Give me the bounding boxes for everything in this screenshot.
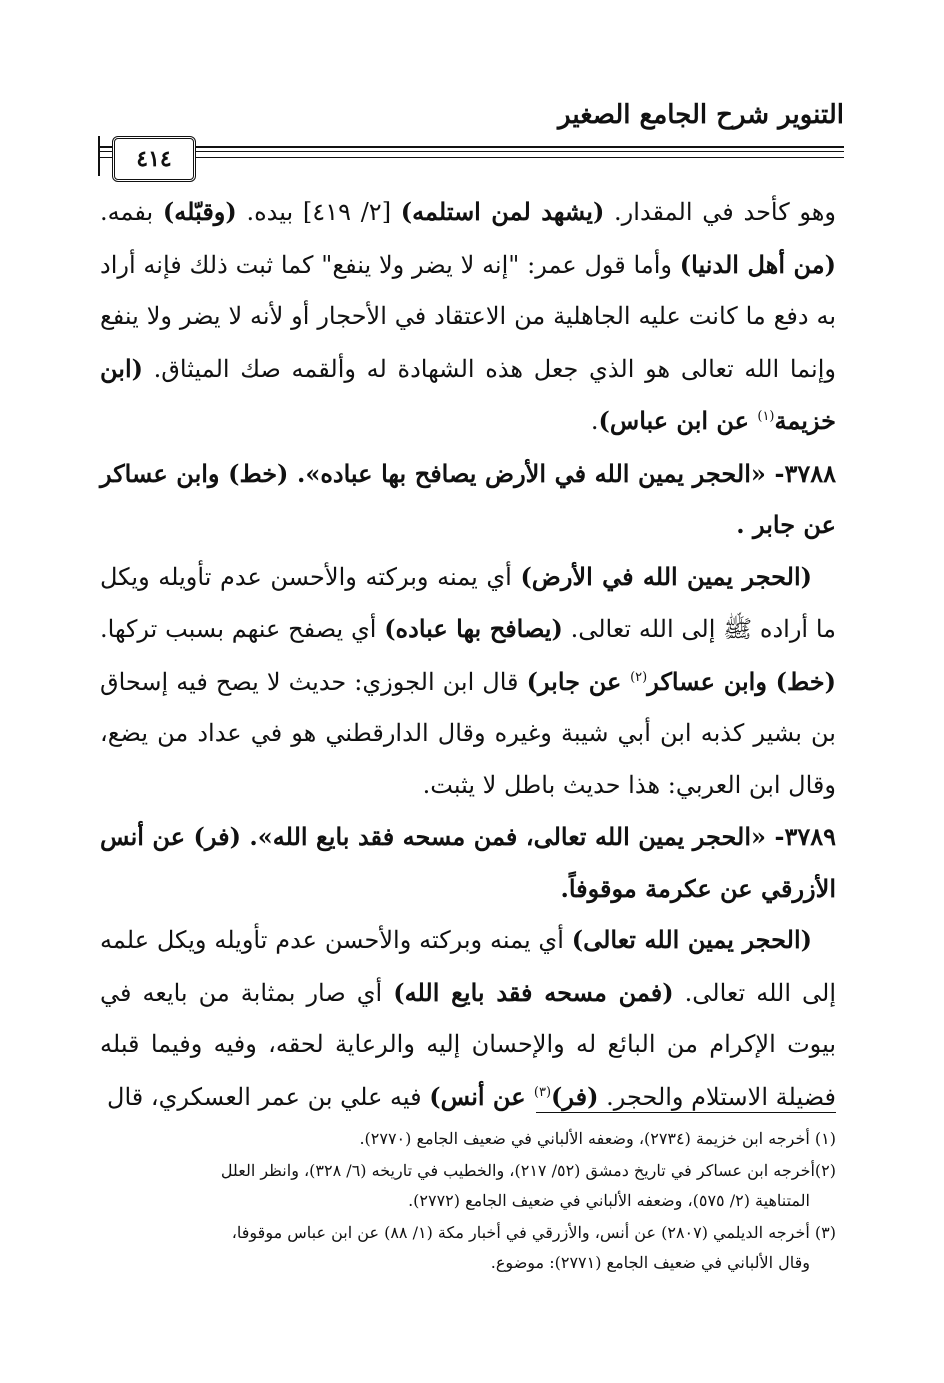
text-run: وأما قول عمر: "إنه لا يضر ولا ينفع" كما ثبت ذلك فإنه أراد به دفع ما كانت عليه الجاهلية من الاعتقاد في الأحجار أو لأنه لا يضر ولا ينفع وإنما الله تعالى هو الذي جعل هذه الشهادة له وألقمه صك الميثاق. xyxy=(100,250,836,383)
footnote-3 xyxy=(100,1218,836,1278)
source-citation: عن أنس) xyxy=(429,1081,534,1111)
source-citation: (ابن خزيمة xyxy=(100,353,836,435)
main-text xyxy=(100,186,836,1123)
text-run: وهو كأحد في المقدار. xyxy=(604,198,837,226)
text-run: قال ابن الجوزي: حديث لا يصح فيه إسحاق بن بشير كذبه ابن أبي شيبة وغيره وقال الدارقطني هو في عداد من يضع، وقال ابن العربي: هذا حديث باطل لا يثبت. xyxy=(100,667,836,799)
header-rule-thin-lower xyxy=(100,157,844,158)
header-rule-thin xyxy=(100,151,844,152)
source-citation: (فر) xyxy=(551,1081,599,1111)
footnote-ref-3[interactable]: (٣) xyxy=(533,1084,552,1100)
text-run: فيه علي بن عمر العسكري، قال xyxy=(107,1082,430,1111)
hadith-quote: (يشهد لمن استلمه) xyxy=(400,197,605,226)
hadith-quote: (الحجر يمين الله في الأرض) xyxy=(520,561,813,591)
source-citation: عن جابر) xyxy=(526,666,631,696)
running-header-title: التنوير شرح الجامع الصغير xyxy=(558,100,844,130)
text-run: . xyxy=(590,407,599,435)
footnote-3-line-1: (٣) أخرجه الديلمي (٢٨٠٧) عن أنس، والأزرقي في أخبار مكة (١/ ٨٨) عن ابن عباس موقوفا، xyxy=(231,1223,836,1242)
footnote-separator xyxy=(536,1112,836,1113)
footnote-ref-1[interactable]: (١) xyxy=(757,409,775,424)
text-run: [٢/ ٤١٩] بيده. xyxy=(236,198,401,226)
hadith-heading-3789: ٣٧٨٩- «الحجر يمين الله تعالى، فمن مسحه فقد بايع الله». (فر) عن أنس الأزرقي عن عكرمة موقوفاً. xyxy=(100,822,836,903)
page-number: ٤١٤ xyxy=(136,146,172,172)
footnote-2 xyxy=(100,1156,836,1216)
hadith-quote: (وقبّله) xyxy=(162,197,237,226)
text-run: أي يمنه وبركته والأحسن عدم تأويله ويكل ما أراده ﷺ إلى الله تعالى. xyxy=(100,562,837,643)
footnote-2-line-2: المتناهية (٢/ ٥٧٥)، وضعفه الألباني في ضعيف الجامع (٢٧٧٢). xyxy=(408,1191,810,1210)
hadith-quote: (يصافح بها عباده) xyxy=(384,614,563,643)
footnote-ref-2[interactable]: (٢) xyxy=(630,669,648,685)
footnote-3-line-2: وقال الألباني في ضعيف الجامع (٢٧٧١): موضوع. xyxy=(490,1253,810,1272)
footnotes xyxy=(100,1124,836,1280)
hadith-quote: (الحجر يمين الله تعالى) xyxy=(571,925,813,954)
text-run: أي صار بمثابة من بايعه في بيوت الإكرام من البائع له والإحسان إليه والرعاية لحقه، وفيه وفيما قبله فضيلة الاستلام والحجر. xyxy=(100,978,836,1111)
source-citation: (خط) وابن عساكر xyxy=(647,666,836,696)
hadith-quote: (من أهل الدنيا) xyxy=(679,249,837,279)
hadith-quote: (فمن مسحه فقد بايع الله) xyxy=(393,977,674,1007)
paragraph-commentary-3789 xyxy=(100,914,836,1123)
text-run: أي يمنه وبركته والأحسن عدم تأويله ويكل علمه إلى الله تعالى. xyxy=(100,926,836,1007)
footnote-1: (١) أخرجه ابن خزيمة (٢٧٣٤)، وضعفه الألباني في ضعيف الجامع (٢٧٧٠). xyxy=(359,1129,836,1148)
source-citation: عن ابن عباس) xyxy=(598,406,758,435)
header-rule-thick xyxy=(100,146,844,148)
text-run: بفمه. xyxy=(100,198,163,226)
page-number-ornament xyxy=(98,136,112,176)
paragraph-commentary-1 xyxy=(100,186,836,448)
paragraph-commentary-3788 xyxy=(100,551,836,812)
footnote-2-line-1: (٢)أخرجه ابن عساكر في تاريخ دمشق (٥٢/ ٢١٧)، والخطيب في تاريخه (٦/ ٣٢٨)، وانظر العلل xyxy=(220,1161,836,1180)
text-run: أي يصفح عنهم بسبب تركها. xyxy=(100,615,385,643)
page-number-box xyxy=(112,136,196,182)
hadith-heading-3788: ٣٧٨٨- «الحجر يمين الله في الأرض يصافح بها عباده». (خط) وابن عساكر عن جابر . xyxy=(100,458,837,539)
